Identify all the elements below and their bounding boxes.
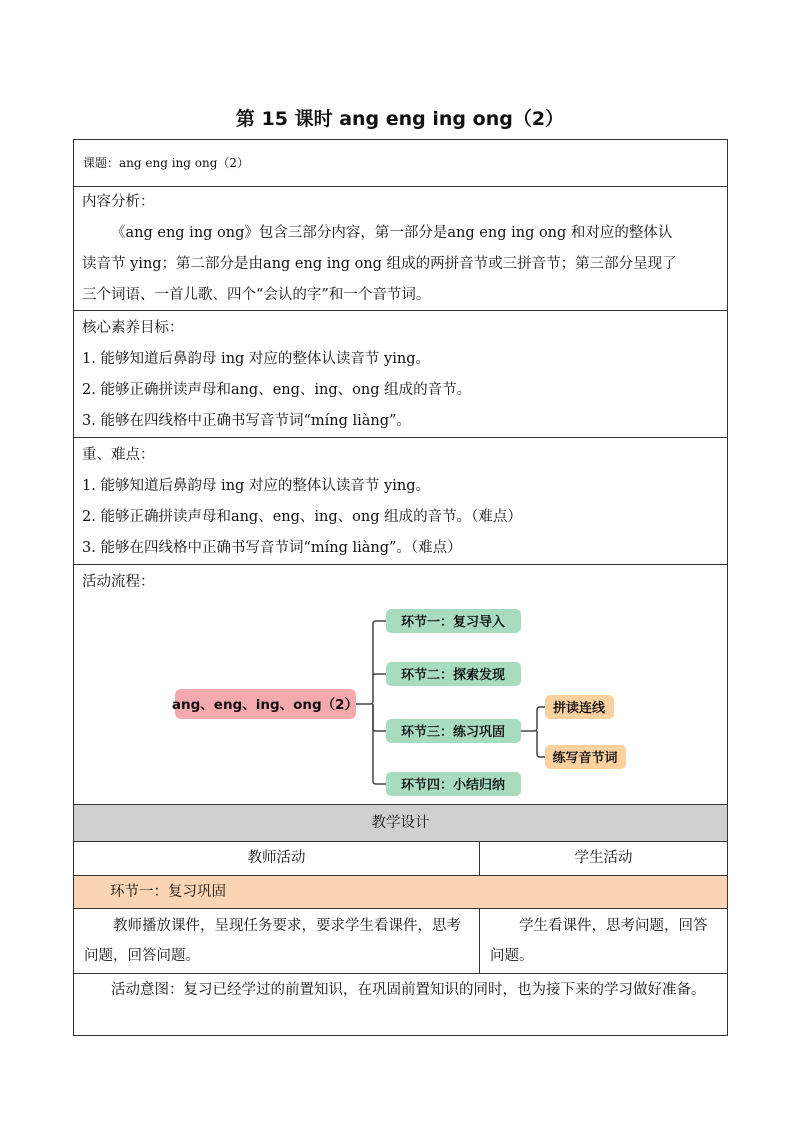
connector-line xyxy=(373,674,386,676)
lesson-plan-table xyxy=(73,139,728,1036)
activity-flow-heading: 活动流程： xyxy=(82,574,155,590)
content-analysis-heading: 内容分析： xyxy=(82,194,155,210)
core-goals-heading: 核心素养目标： xyxy=(82,320,184,336)
key-points-section xyxy=(73,438,728,565)
content-analysis-section xyxy=(73,187,728,311)
teaching-design-header: 教学设计 xyxy=(73,805,728,842)
column-header-row xyxy=(73,842,728,876)
key-point-item: 1. 能够知道后鼻韵母 ing 对应的整体认读音节 ying。 xyxy=(82,478,430,494)
flow-substep-2 xyxy=(545,745,626,769)
core-goal-item: 3. 能够在四线格中正确书写音节词“míng liàng”。 xyxy=(82,413,411,429)
flow-step-2 xyxy=(386,662,521,686)
flow-connectors xyxy=(356,621,545,784)
flow-substep-1 xyxy=(545,695,614,719)
teacher-activity-header: 教师活动 xyxy=(74,842,480,875)
lesson-title-row: 课题：ang eng ing ong（2） xyxy=(73,140,728,187)
connector-line xyxy=(356,621,386,704)
student-activity-header: 学生活动 xyxy=(574,850,633,866)
core-goals-section xyxy=(73,311,728,438)
key-point-item: 2. 能够正确拼读声母和ang、eng、ing、ong 组成的音节。（难点） xyxy=(82,509,522,525)
page-title: 第 15 课时 ang eng ing ong（2） xyxy=(235,108,565,130)
flow-root-label: ang、eng、ing、ong（2） xyxy=(171,697,359,713)
connector-line xyxy=(373,704,386,731)
activity-intent: 活动意图：复习已经学过的前置知识，在巩固前置知识的同时，也为接下来的学习做好准备。 xyxy=(73,974,728,1036)
core-goal-item: 1. 能够知道后鼻韵母 ing 对应的整体认读音节 ying。 xyxy=(82,351,430,367)
phase-row: 环节一：复习巩固 xyxy=(73,876,728,909)
flow-step-4 xyxy=(386,772,521,796)
activity-row xyxy=(73,909,728,974)
student-activity-text: 学生看课件，思考问题，回答问题。 xyxy=(490,918,708,964)
teacher-activity-text: 教师播放课件，呈现任务要求，要求学生看课件，思考问题，回答问题。 xyxy=(74,909,480,973)
content-analysis-line: 读音节 ying；第二部分是由ang eng ing ong 组成的两拼音节或三拼音节；第三部分呈现了 xyxy=(82,256,677,272)
key-points-heading: 重、难点： xyxy=(82,447,155,463)
core-goal-item: 2. 能够正确拼读声母和ang、eng、ing、ong 组成的音节。 xyxy=(82,382,472,398)
flow-substep-label: 拼读连线 xyxy=(552,701,606,716)
content-analysis-line: 《ang eng ing ong》包含三部分内容，第一部分是ang eng ing ong 和对应的整体认 xyxy=(111,225,673,241)
key-point-item: 3. 能够在四线格中正确书写音节词“míng liàng”。（难点） xyxy=(82,540,462,556)
flow-step-label: 环节一：复习导入 xyxy=(400,615,506,630)
flow-step-label: 环节二：探索发现 xyxy=(400,668,506,683)
activity-flow-diagram xyxy=(74,565,727,805)
activity-flow-section xyxy=(73,565,728,805)
connector-line xyxy=(537,731,545,757)
flow-step-label: 环节四：小结归纳 xyxy=(400,778,506,793)
flow-root-node xyxy=(172,689,358,719)
connector-line xyxy=(373,704,386,784)
flow-step-3 xyxy=(386,719,521,743)
flow-step-1 xyxy=(386,609,521,633)
flow-step-label: 环节三：练习巩固 xyxy=(400,725,506,740)
content-analysis-line: 三个词语、一首儿歌、四个“会认的字”和一个音节词。 xyxy=(82,287,431,303)
flow-substep-label: 练写音节词 xyxy=(552,751,618,766)
connector-line xyxy=(521,707,545,731)
